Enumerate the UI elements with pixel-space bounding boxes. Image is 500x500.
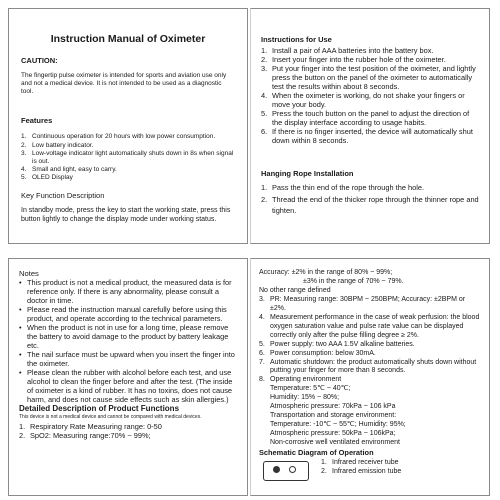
- env-line: Transportation and storage environment:: [270, 412, 397, 420]
- list-item: 1. Respiratory Rate Measuring range: 0-50: [19, 421, 162, 431]
- manual-page-3: [8, 258, 248, 496]
- manual-page-2: [250, 8, 490, 244]
- features-heading: Features: [21, 116, 53, 126]
- schematic-diagram: [259, 459, 481, 481]
- instructions-heading: Instructions for Use: [261, 35, 332, 44]
- env-line: Humidity: 15% ~ 80%;: [270, 394, 340, 402]
- list-item: 5. Press the touch button on the panel to adjust the direction of the display interface according to usage habits.: [261, 109, 470, 128]
- notes-list: [19, 278, 237, 404]
- list-item: 5. Power supply: two AAA 1.5V alkaline batteries.: [259, 340, 415, 348]
- list-item: 6. Power consumption: below 30mA.: [259, 349, 376, 357]
- features-list: [21, 133, 235, 182]
- env-line: Atmospheric pressure: 50kPa ~ 106kPa;: [270, 430, 396, 438]
- list-item: 2. Thread the end of the thicker rope through the thinner rope and tighten.: [261, 194, 479, 216]
- accuracy-line-2: ±3% in the range of 70% ~ 79%.: [303, 277, 404, 285]
- caution-text: The fingertip pulse oximeter is intended for sports and aviation use only and not a medical device. It is not intended to be used as a diagnostic tool.: [21, 72, 227, 96]
- list-item: 7. Automatic shutdown: the product automatically shuts down without putting your finger for more than 8 seconds.: [259, 358, 477, 375]
- list-item: • This product is not a medical product, the measured data is for reference only. If there is any abnormality, please consult a doctor in time.: [19, 278, 237, 305]
- list-item: 1. Continuous operation for 20 hours with low power consumption.: [21, 133, 216, 141]
- key-function-heading: Key Function Description: [21, 191, 105, 201]
- no-other-range: No other range defined: [259, 286, 331, 294]
- instructions-list: [261, 46, 479, 145]
- list-item: 5. OLED Display: [21, 174, 73, 181]
- list-item: 1. Infrared receiver tube: [321, 459, 399, 467]
- list-item: 8. Operating environment: [259, 376, 342, 384]
- disclaimer-text: This device is not a medical device and cannot be compared with medical devices.: [19, 414, 202, 421]
- manual-title: Instruction Manual of Oximeter: [50, 33, 206, 45]
- accuracy-line-1: Accuracy: ±2% in the range of 80% ~ 99%;: [259, 269, 393, 276]
- list-item: 4. When the oximeter is working, do not shake your fingers or move your body.: [261, 91, 465, 110]
- env-line: Atmospheric pressure: 70kPa ~ 106 kPa: [270, 403, 396, 411]
- environment-specs: [259, 385, 481, 448]
- list-item: 2. Infrared emission tube: [321, 468, 402, 476]
- schematic-heading: Schematic Diagram of Operation: [259, 448, 374, 458]
- list-item: 2. Insert your finger into the rubber hole of the oximeter.: [261, 55, 446, 65]
- notes-heading: Notes: [19, 269, 39, 278]
- manual-page-4: [250, 258, 490, 496]
- manual-page-1: [8, 8, 248, 244]
- list-item: 3. Low-voltage indicator light automatically shuts down in 8s when signal is out.: [21, 149, 234, 165]
- caution-heading: CAUTION:: [21, 56, 58, 65]
- specs-list: [259, 296, 481, 386]
- schematic-legend: [321, 459, 401, 477]
- list-item: • Please clean the rubber with alcohol before each test, and use alcohol to clean the finger before and after the test. (The inside of oximeter is a kind of rubber. It has no toxins, does not cause harm, and does not cause side effects such as skin allergies.): [19, 368, 237, 404]
- sensor-diagram-icon: [259, 459, 315, 481]
- list-item: 4. Measurement performance in the case of weak perfusion: the blood oxygen saturation value and pulse rate value can be displayed correctly only after the pulse filling degree ≥ 2%.: [259, 313, 480, 339]
- env-line: Non-corrosive well ventilated environment: [270, 439, 400, 447]
- env-line: Temperature: 5℃ ~ 40℃;: [270, 385, 351, 393]
- list-item: • Please read the instruction manual carefully before using this product, and operate according to the technical parameters.: [19, 305, 237, 323]
- env-line: Temperature: -10℃ ~ 55℃; Humidity: 95%;: [270, 421, 406, 429]
- rope-heading: Hanging Rope Installation: [261, 169, 354, 179]
- list-item: 2. SpO2: Measuring range:70% ~ 99%;: [19, 430, 151, 440]
- list-item: • The nail surface must be upward when you insert the finger into the oximeter.: [19, 350, 237, 368]
- list-item: 3. PR: Measuring range: 30BPM ~ 250BPM; Accuracy: ±2BPM or ±2%.: [259, 295, 466, 312]
- functions-list: [19, 422, 237, 440]
- list-item: 4. Small and light, easy to carry.: [21, 165, 117, 173]
- list-item: • When the product is not in use for a long time, please remove the battery to avoid damage to the product by battery leakage etc.: [19, 323, 237, 350]
- list-item: 1. Install a pair of AAA batteries into the battery box.: [261, 46, 434, 55]
- detailed-heading: Detailed Description of Product Functions: [19, 404, 180, 414]
- list-item: 1. Pass the thin end of the rope through the hole.: [261, 183, 425, 193]
- rope-list: [261, 182, 479, 216]
- key-function-text: In standby mode, press the key to start the working state, press this button lightly to change the display mode under working status.: [21, 207, 231, 224]
- list-item: 2. Low battery indicator.: [21, 141, 94, 149]
- list-item: 3. Put your finger into the test position of the oximeter, and lightly press the button on the panel of the oximeter to automatically test the results within about 8 seconds.: [261, 64, 476, 92]
- list-item: 6. If there is no finger inserted, the device will automatically shut down within 8 seconds.: [261, 127, 473, 146]
